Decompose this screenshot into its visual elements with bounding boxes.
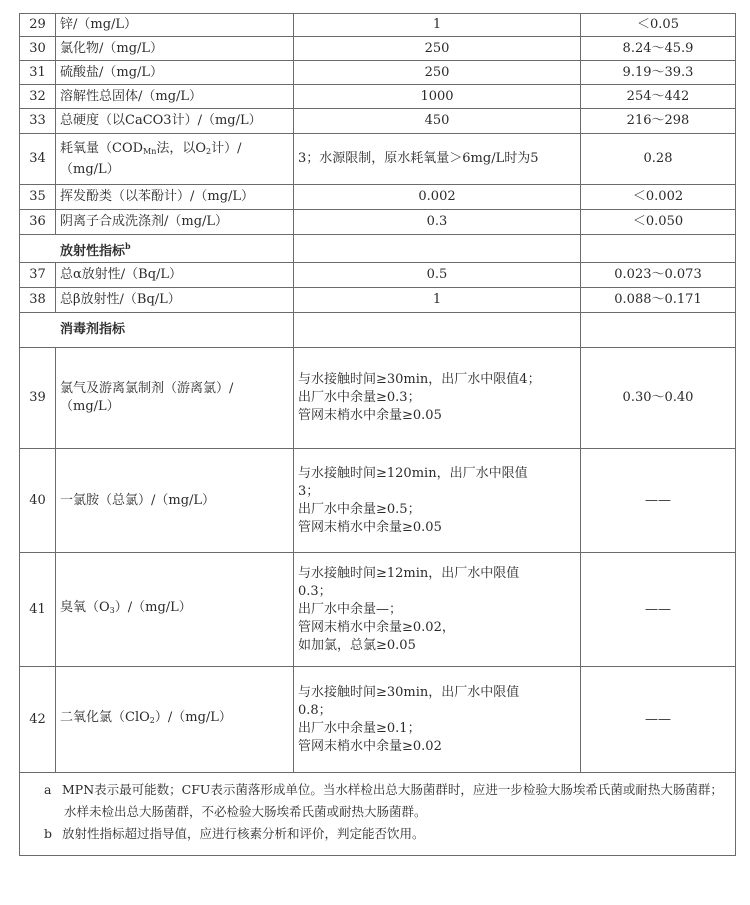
limit-value	[294, 449, 581, 553]
measured-value: ——	[581, 553, 736, 667]
measured-value: 254～442	[581, 85, 736, 109]
name-part: ）/（mg/L）	[154, 710, 232, 725]
table-row	[20, 14, 736, 37]
name-part: 臭氧（O	[60, 600, 110, 615]
row-number: 35	[20, 185, 56, 210]
empty-cell	[581, 235, 736, 263]
limit-text: 与水接触时间≥120min，出厂水中限值 3； 出厂水中余量≥0.5； 管网末梢水中余量≥0.05	[298, 465, 528, 535]
limit-value	[294, 667, 581, 773]
limit-value: 1000	[294, 85, 581, 109]
row-number: 34	[20, 134, 56, 185]
name-part: （mg/L）	[60, 161, 120, 177]
table-notes	[20, 773, 736, 856]
empty-cell	[294, 313, 581, 348]
indicator-name: 挥发酚类（以苯酚计）/（mg/L）	[56, 185, 294, 210]
measured-value: 0.28	[581, 134, 736, 185]
table-row	[20, 109, 736, 134]
row-number: 33	[20, 109, 56, 134]
name-subscript: 2	[149, 716, 155, 725]
limit-value	[294, 348, 581, 449]
row-number: 31	[20, 61, 56, 85]
note-marker: a	[44, 782, 52, 797]
name-part: ）/（mg/L）	[114, 600, 192, 615]
row-number: 39	[20, 348, 56, 449]
note-text: 放射性指标超过指导值，应进行核素分析和评价，判定能否饮用。	[62, 826, 425, 841]
section-header	[20, 235, 294, 263]
indicator-name: 锌/（mg/L）	[56, 14, 294, 37]
row-number: 41	[20, 553, 56, 667]
section-header	[20, 313, 294, 348]
row-number: 40	[20, 449, 56, 553]
note-marker: b	[44, 826, 53, 841]
row-number: 38	[20, 288, 56, 313]
table-row	[20, 667, 736, 773]
limit-value: 250	[294, 61, 581, 85]
name-subscript: 3	[109, 606, 115, 615]
row-number: 37	[20, 263, 56, 288]
limit-value: 450	[294, 109, 581, 134]
section-header-row	[20, 235, 736, 263]
row-number: 29	[20, 14, 56, 37]
name-part: 法，以O	[156, 140, 207, 156]
table-row	[20, 348, 736, 449]
note-text: MPN表示最可能数；CFU表示菌落形成单位。当水样检出总大肠菌群时，应进一步检验大肠埃希氏菌或耐热大肠菌群；水样未检出总大肠菌群，不必检验大肠埃希氏菌或耐热大肠菌群。	[62, 782, 723, 819]
name-text: 氯气及游离氯制剂（游离氯）/ （mg/L）	[60, 381, 234, 414]
section-title-disinfectant: 消毒剂指标	[60, 322, 126, 337]
indicator-name	[56, 348, 294, 449]
indicator-name: 硫酸盐/（mg/L）	[56, 61, 294, 85]
measured-value: ＜0.050	[581, 210, 736, 235]
footnote-marker: b	[125, 240, 131, 251]
note-a	[44, 779, 727, 823]
indicator-name: 一氯胺（总氯）/（mg/L）	[56, 449, 294, 553]
name-part: 耗氧量（COD	[60, 140, 144, 156]
table-row	[20, 61, 736, 85]
measured-value: ——	[581, 667, 736, 773]
measured-value: ＜0.05	[581, 14, 736, 37]
measured-value: ——	[581, 449, 736, 553]
indicator-name: 总硬度（以CaCO3计）/（mg/L）	[56, 109, 294, 134]
indicator-name	[56, 134, 294, 185]
row-number: 42	[20, 667, 56, 773]
name-part: 二氧化氯（ClO	[60, 710, 150, 725]
measured-value: 9.19～39.3	[581, 61, 736, 85]
measured-value: 0.023～0.073	[581, 263, 736, 288]
section-header-row	[20, 313, 736, 348]
empty-cell	[294, 235, 581, 263]
measured-value: ＜0.002	[581, 185, 736, 210]
table-row	[20, 37, 736, 61]
measured-value: 216～298	[581, 109, 736, 134]
table-row	[20, 210, 736, 235]
indicator-name: 总β放射性/（Bq/L）	[56, 288, 294, 313]
limit-value	[294, 553, 581, 667]
empty-cell	[581, 313, 736, 348]
row-number: 36	[20, 210, 56, 235]
table-row	[20, 288, 736, 313]
row-number: 32	[20, 85, 56, 109]
notes-row	[20, 773, 736, 856]
limit-value: 1	[294, 288, 581, 313]
limit-text: 与水接触时间≥12min，出厂水中限值 0.3； 出厂水中余量—； 管网末梢水中余量≥0.02， 如加氯，总氯≥0.05	[298, 565, 520, 653]
limit-value: 3；水源限制，原水耗氧量＞6mg/L时为5	[294, 134, 581, 185]
measured-value: 8.24～45.9	[581, 37, 736, 61]
indicator-name: 溶解性总固体/（mg/L）	[56, 85, 294, 109]
limit-value: 250	[294, 37, 581, 61]
table-row	[20, 553, 736, 667]
table-row	[20, 185, 736, 210]
limit-text: 与水接触时间≥30min，出厂水中限值4； 出厂水中余量≥0.3； 管网末梢水中余量≥0.05	[298, 372, 541, 423]
table-row	[20, 85, 736, 109]
limit-value: 0.5	[294, 263, 581, 288]
name-part: 计）/	[211, 140, 242, 156]
table-row	[20, 134, 736, 185]
indicator-name	[56, 553, 294, 667]
name-subscript: 2	[206, 146, 212, 156]
water-quality-table	[19, 13, 736, 856]
limit-value: 0.002	[294, 185, 581, 210]
section-title-radioactivity: 放射性指标	[60, 243, 126, 259]
measured-value: 0.088～0.171	[581, 288, 736, 313]
note-b	[44, 823, 727, 845]
limit-text: 与水接触时间≥30min，出厂水中限值 0.8； 出厂水中余量≥0.1； 管网末梢水中余量≥0.02	[298, 684, 520, 754]
indicator-name: 总α放射性/（Bq/L）	[56, 263, 294, 288]
indicator-name: 氯化物/（mg/L）	[56, 37, 294, 61]
table-row	[20, 449, 736, 553]
indicator-name: 阴离子合成洗涤剂/（mg/L）	[56, 210, 294, 235]
row-number: 30	[20, 37, 56, 61]
limit-value: 1	[294, 14, 581, 37]
indicator-name	[56, 667, 294, 773]
measured-value: 0.30～0.40	[581, 348, 736, 449]
table-row	[20, 263, 736, 288]
name-subscript: Mn	[143, 146, 157, 156]
limit-value: 0.3	[294, 210, 581, 235]
